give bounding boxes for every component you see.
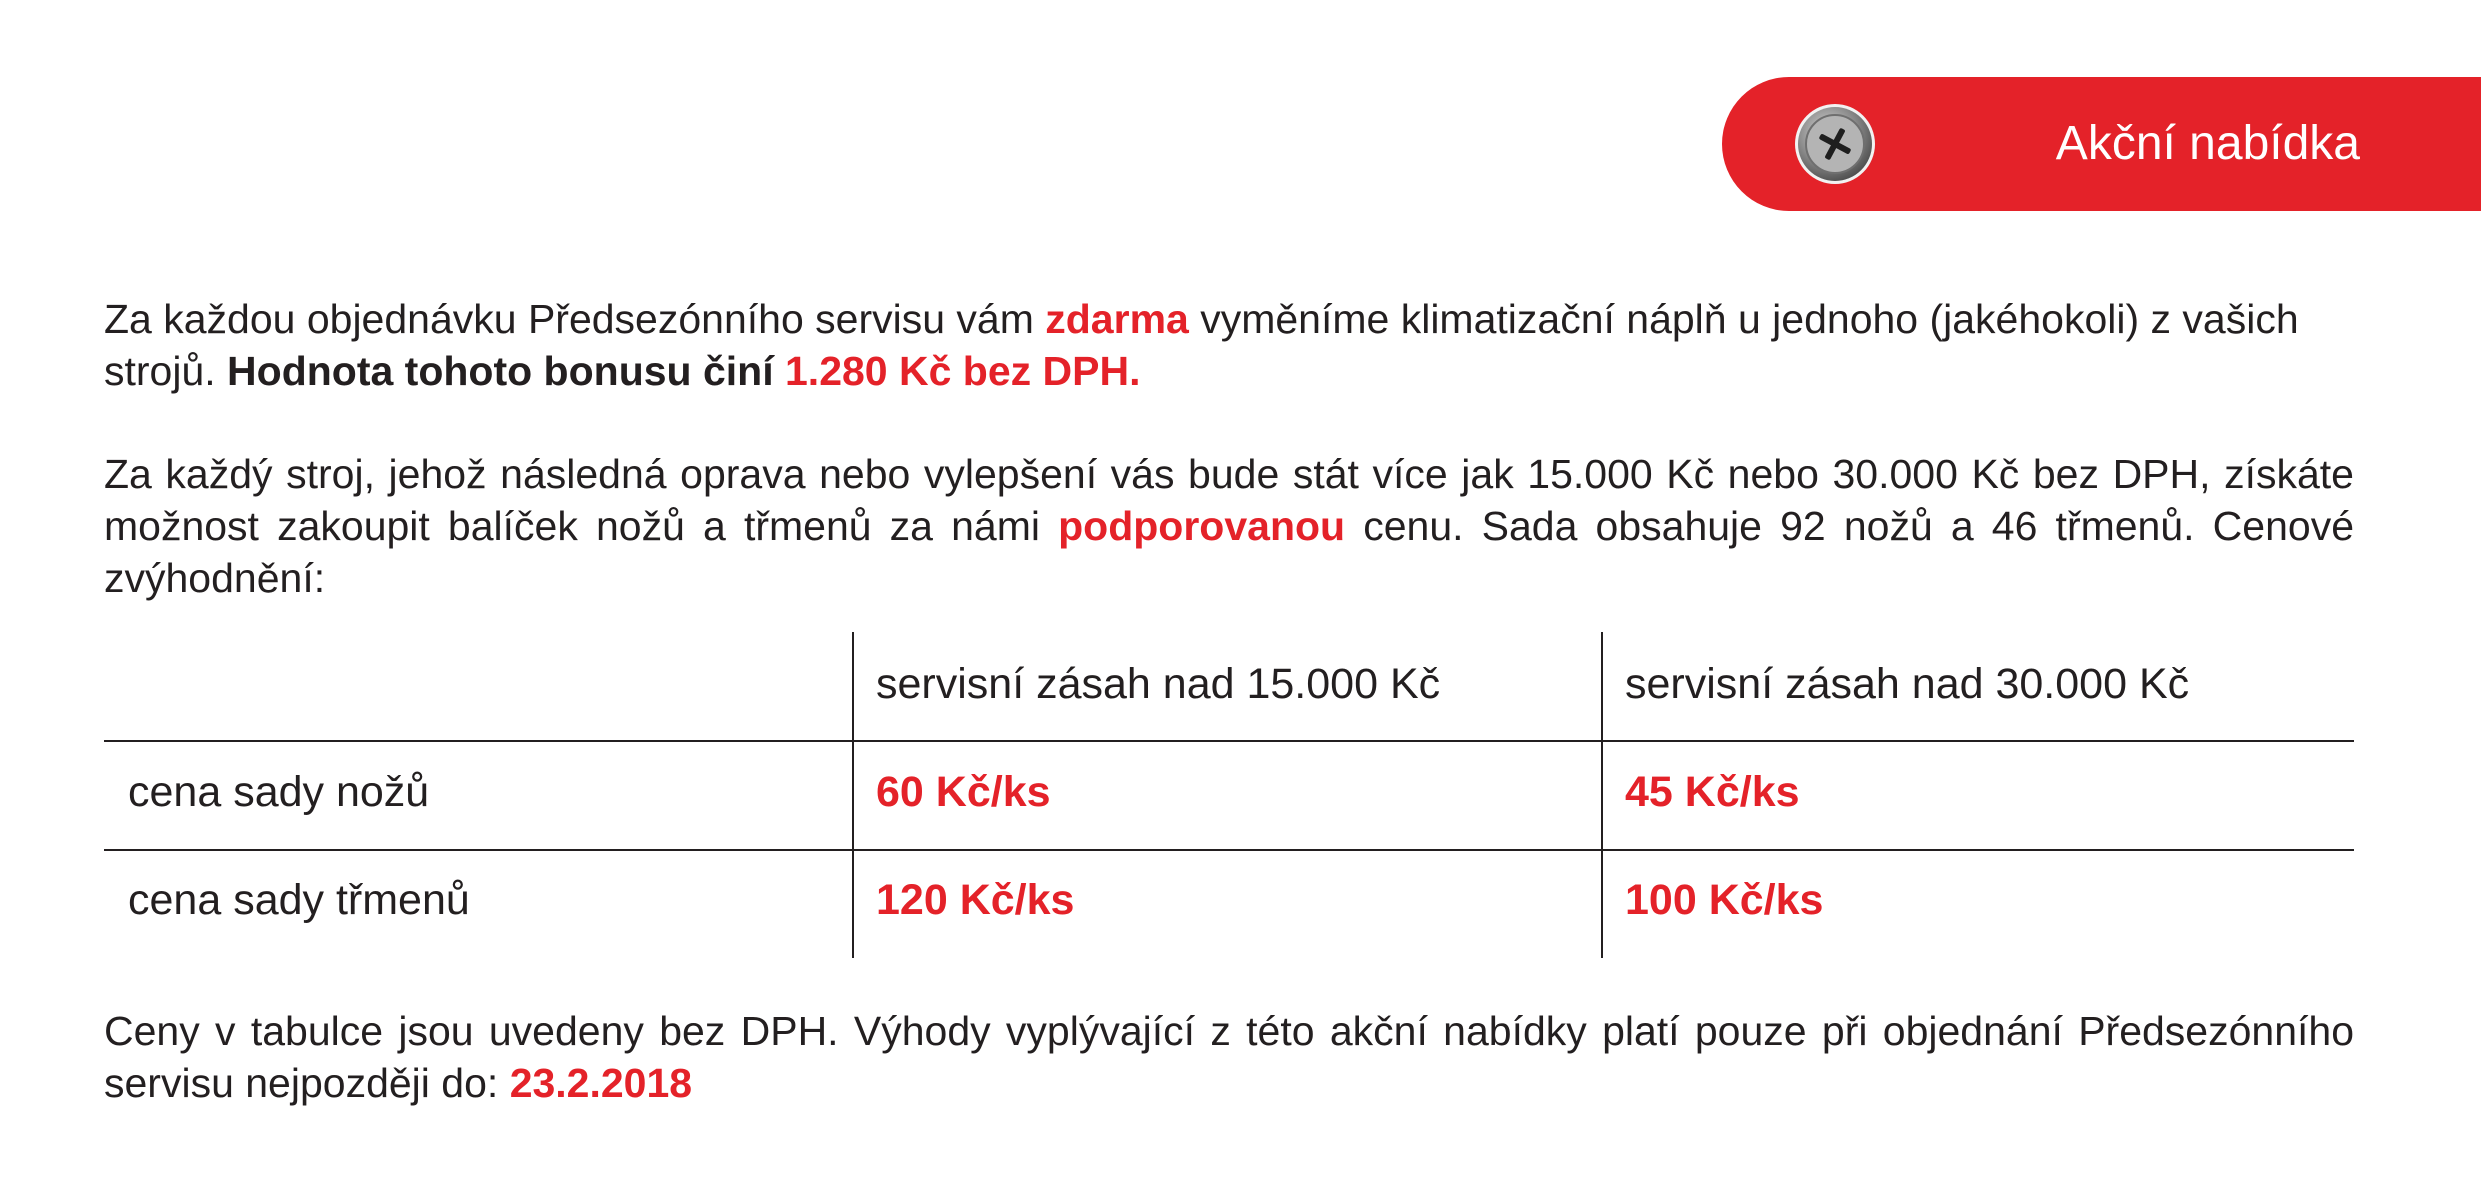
price-value: 60 Kč/ks (876, 768, 1051, 816)
supported-highlight: podporovanou (1058, 503, 1346, 549)
banner-title: Akční nabídka (2055, 117, 2360, 170)
bonus-value: 1.280 Kč bez DPH. (785, 348, 1141, 394)
price-table (104, 632, 2354, 958)
price-value: 100 Kč/ks (1625, 876, 1824, 924)
row-label: cena sady třmenů (128, 876, 470, 924)
validity-paragraph: Ceny v tabulce jsou uvedeny bez DPH. Výhody vyplývající z této akční nabídky platí pouze při objednání Předsezónního servisu nejpozději do: 23.2.2018 (104, 1008, 2354, 1106)
price-value: 120 Kč/ks (876, 876, 1075, 924)
table-divider (104, 740, 2354, 742)
deadline-date: 23.2.2018 (509, 1060, 693, 1106)
row-label: cena sady nožů (128, 768, 430, 816)
screw-icon (1794, 103, 1876, 185)
column-header: servisní zásah nad 30.000 Kč (1625, 660, 2190, 708)
package-paragraph: Za každý stroj, jehož následná oprava nebo vylepšení vás bude stát více jak 15.000 Kč nebo 30.000 Kč bez DPH, získáte možnost zakoupit balíček nožů a třmenů za námi podporovanou cenu. Sada obsahuje 92 nožů a 46 třmenů. Cenové zvýhodnění: (104, 451, 2354, 601)
table-divider (104, 849, 2354, 851)
free-highlight: zdarma (1045, 296, 1189, 342)
table-divider (852, 632, 854, 958)
column-header: servisní zásah nad 15.000 Kč (876, 660, 1441, 708)
table-divider (1601, 632, 1603, 958)
bonus-paragraph: Za každou objednávku Předsezónního servisu vám zdarma vyměníme klimatizační náplň u jednoho (jakéhokoli) z vašich strojů. Hodnota tohoto bonusu činí 1.280 Kč bez DPH. (104, 296, 2299, 394)
offer-banner (1722, 77, 2481, 211)
price-value: 45 Kč/ks (1625, 768, 1800, 816)
